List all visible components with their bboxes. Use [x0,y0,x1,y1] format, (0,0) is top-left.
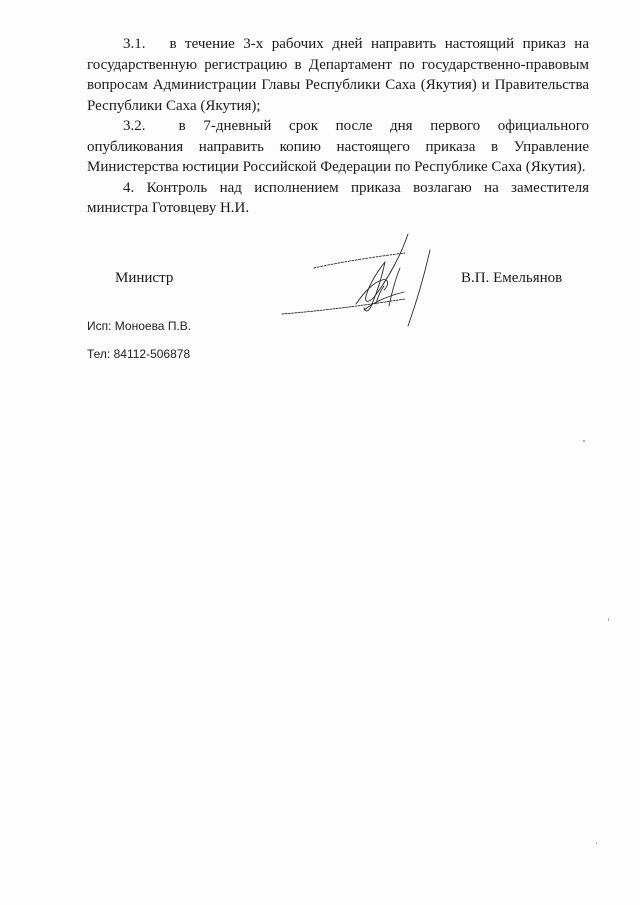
signer-title: Министр [115,270,174,286]
paragraph-text: в 7-дневный срок после дня первого официального опубликования направить копию настоящего приказа в Управление Министерства юстиции Российской Федерации по Республике Саха (Якутия). [87,118,590,175]
scan-speck [596,842,597,844]
phone-line: Тел: 84112-506878 [87,347,191,361]
paragraph-number: 3.2. [123,118,146,134]
paragraph-3-2 [87,116,589,178]
paragraph-number: 4. [123,179,135,196]
paragraph-3-1 [87,34,589,116]
scan-speck [608,618,609,621]
signer-name: В.П. Емельянов [461,270,563,286]
paragraph-number: 3.1. [123,36,146,52]
handwritten-signature-icon [280,232,440,332]
paragraph-4 [87,178,589,219]
document-body [87,34,589,219]
scan-speck [583,440,585,442]
paragraph-text: Контроль над исполнением приказа возлагаю на заместителя министра Готовцеву Н.И. [87,179,589,216]
executor-line: Исп: Моноева П.В. [87,319,192,333]
paragraph-text: в течение 3-х рабочих дней направить настоящий приказ на государственную регистрацию в Департамент по государственно-правовым вопросам Администрации Главы Республики Саха (Якутия) и Правительства Республики Саха (Якутия); [87,36,589,114]
